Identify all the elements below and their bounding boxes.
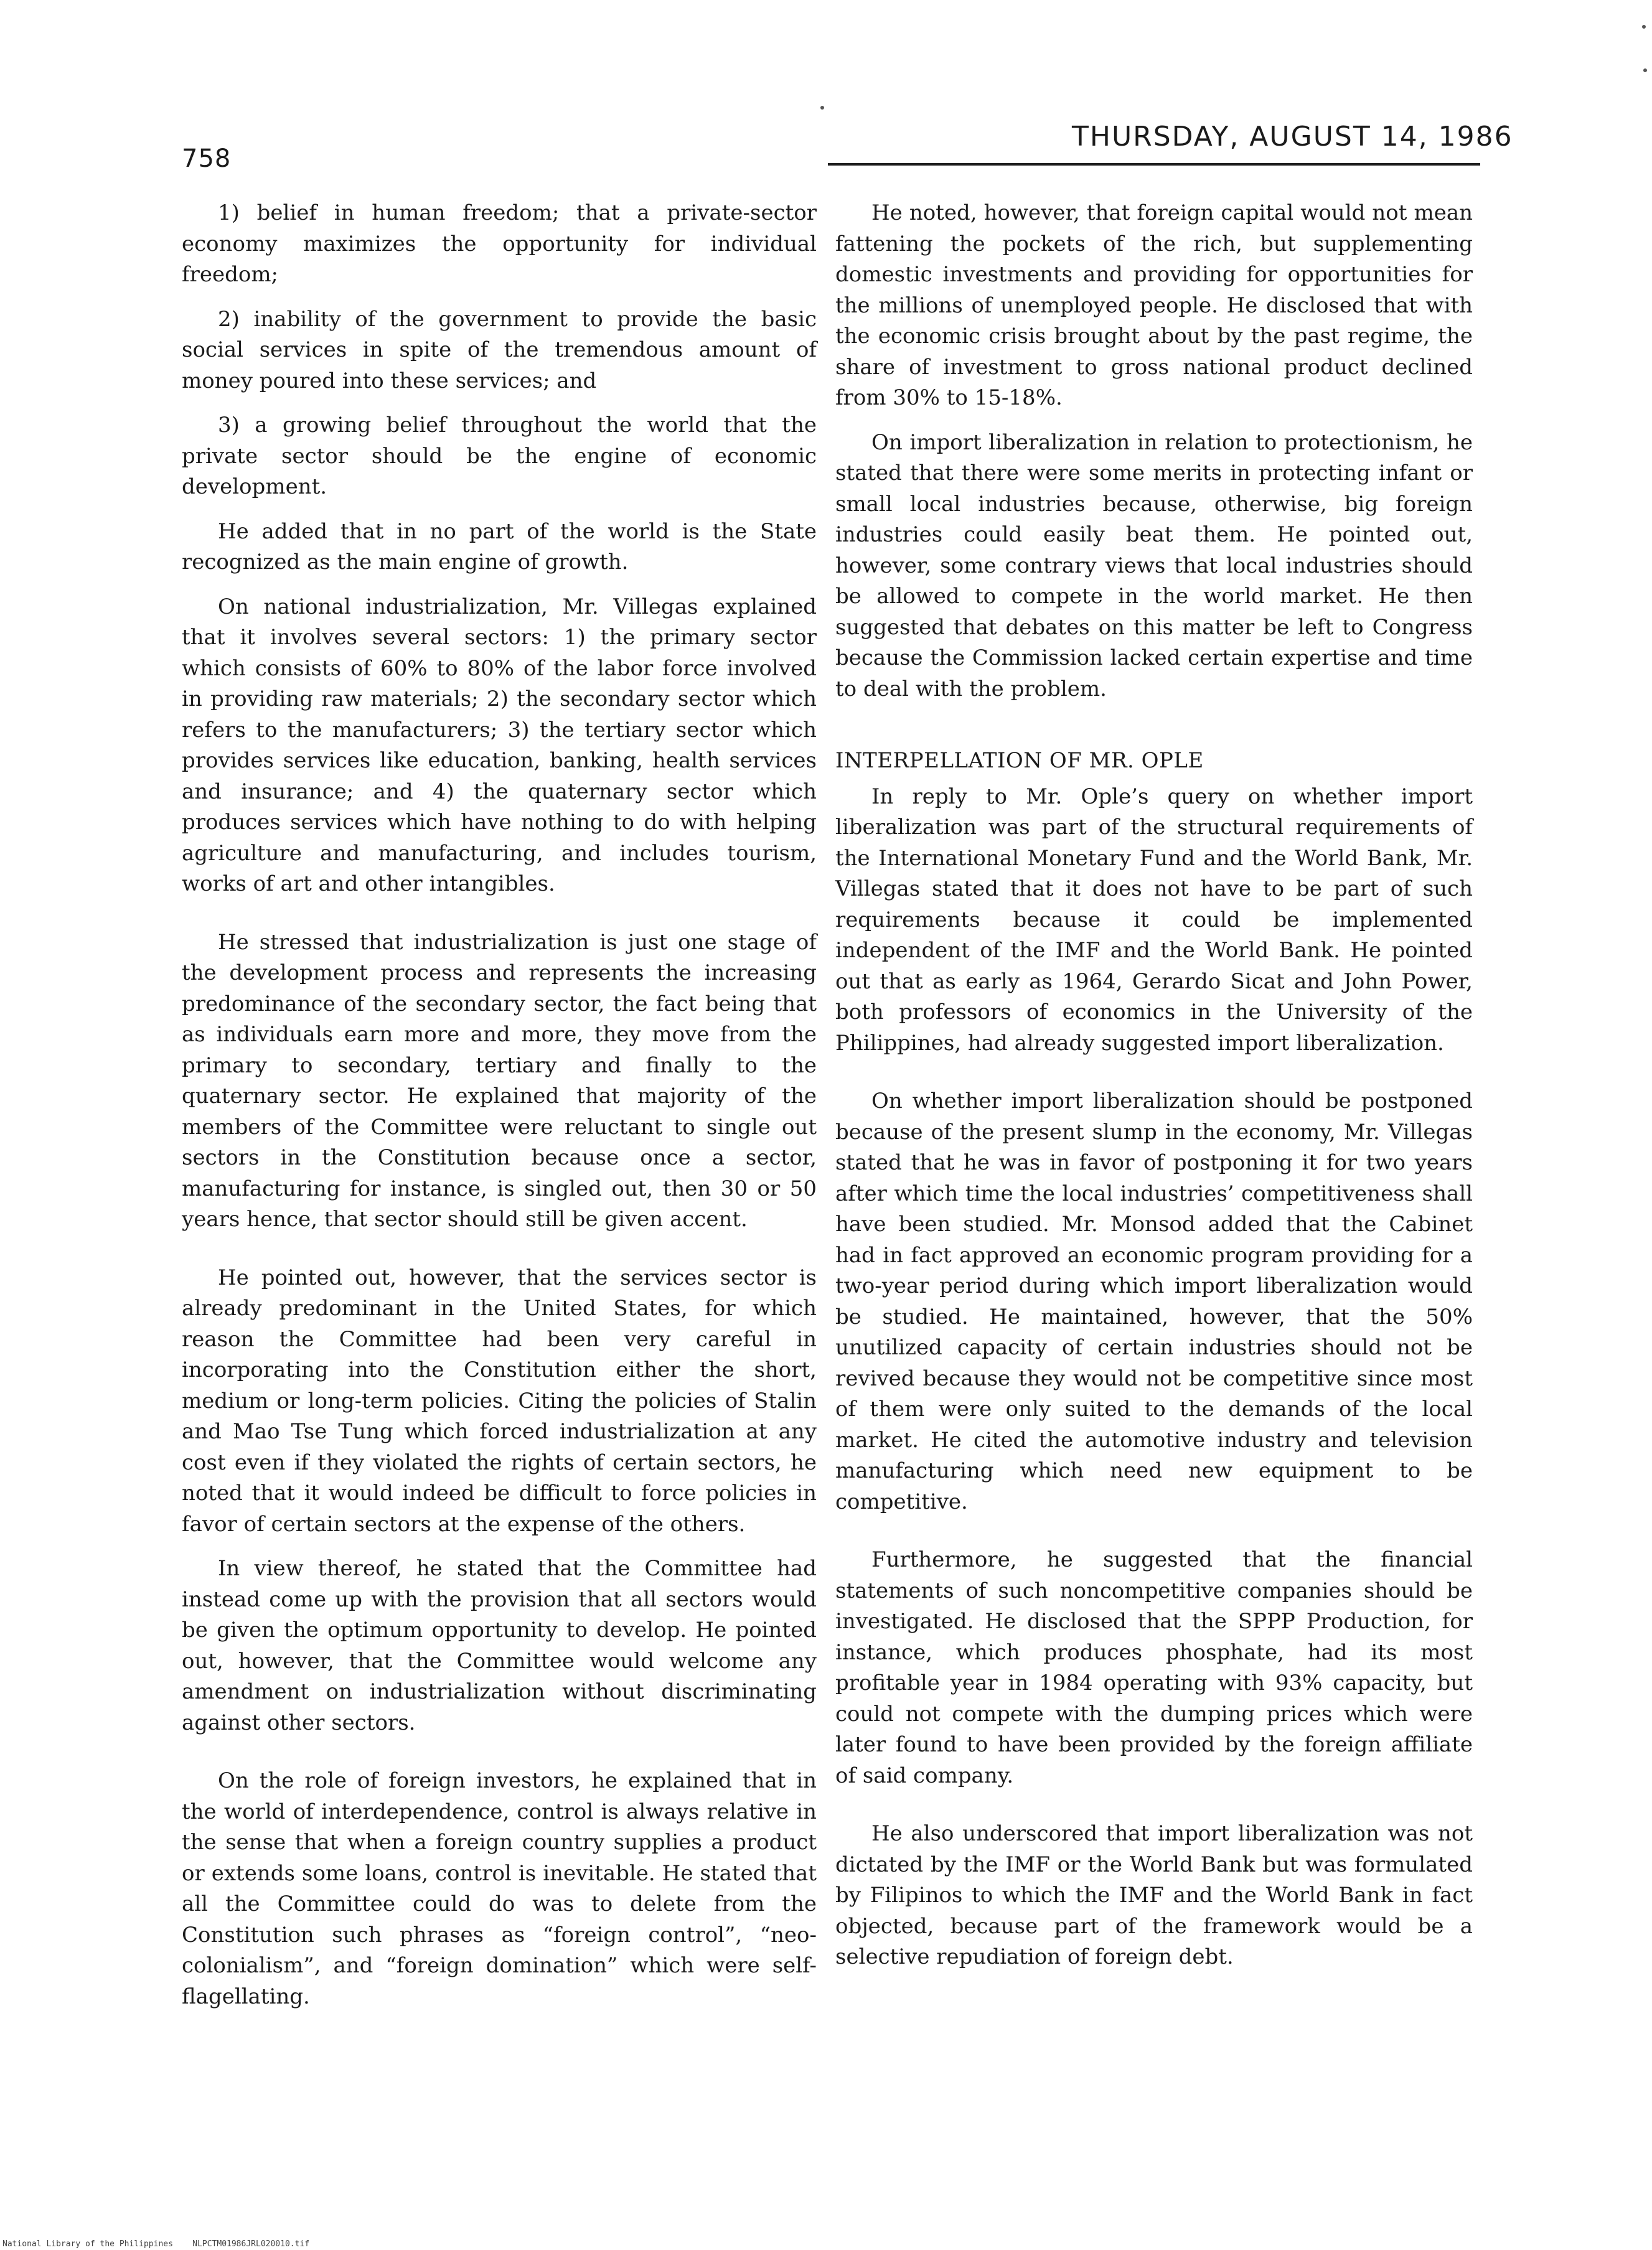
paragraph: 1) belief in human freedom; that a private-sector economy maximizes the opportunity for individual freedom;: [182, 200, 817, 287]
paragraph: On the role of foreign investors, he explained that in the world of interdependence, control is always relative in the sense that when a foreign country supplies a product or extends some loans, control is inevitable. He stated that all the Committee could do was to delete from the Constitution such phrases as “foreign control”, “neo-colonialism”, and “foreign domination” which were self-flagellating.: [182, 1768, 817, 2009]
paragraph: He pointed out, however, that the services sector is already predominant in the United States, for which reason the Committee had been very careful in incorporating into the Constitution either the short, medium or long-term policies. Citing the policies of Stalin and Mao Tse Tung which forced industrialization at any cost even if they violated the rights of certain sectors, he noted that it would indeed be difficult to force policies in favor of certain sectors at the expense of the others.: [182, 1265, 817, 1537]
paragraph: 2) inability of the government to provide the basic social services in spite of the tremendous amount of money poured into these services; and: [182, 306, 817, 393]
header-rule: [828, 163, 1480, 166]
section-heading: INTERPELLATION OF MR. OPLE: [835, 748, 1204, 773]
paragraph: Furthermore, he suggested that the financial statements of such noncompetitive companies should be investigated. He disclosed that the SPPP Production, for instance, which produces phosphate, had its most profitable year in 1984 operating with 93% capacity, but could not compete with the dumping prices which were later found to have been provided by the foreign affiliate of said company.: [835, 1547, 1473, 1788]
left-column: [182, 198, 817, 2026]
running-header-date: THURSDAY, AUGUST 14, 1986: [1072, 121, 1513, 152]
scan-speck: [820, 106, 824, 110]
paragraph: On whether import liberalization should be postponed because of the present slump in the economy, Mr. Villegas stated that he was in favor of postponing it for two years after which time the local industries’ competitiveness shall have been studied. Mr. Monsod added that the Cabinet had in fact approved an economic program providing for a two-year period during which import liberalization would be studied. He maintained, however, that the 50% unutilized capacity of certain industries should not be revived because they would not be competitive since most of them were only suited to the demands of the local market. He cited the automotive industry and television manufacturing which need new equipment to be competitive.: [835, 1089, 1473, 1514]
scan-speck: [1643, 68, 1647, 72]
paragraph: In view thereof, he stated that the Committee had instead come up with the provision that all sectors would be given the optimum opportunity to develop. He pointed out, however, that the Committee would welcome any amendment on industrialization without discriminating against other sectors.: [182, 1556, 817, 1735]
paragraph: In reply to Mr. Ople’s query on whether import liberalization was part of the structural requirements of the International Monetary Fund and the World Bank, Mr. Villegas stated that it does not have to be part of such requirements because it could be implemented independent of the IMF and the World Bank. He pointed out that as early as 1964, Gerardo Sicat and John Power, both professors of economics in the University of the Philippines, had already suggested import liberalization.: [835, 784, 1473, 1056]
scan-credit-footer: National Library of the Philippines NLPCTM01986JRL020010.tif: [2, 2239, 310, 2249]
right-column: [835, 198, 1473, 1987]
scan-speck: [1642, 25, 1646, 29]
paragraph: He stressed that industrialization is just one stage of the development process and represents the increasing predominance of the secondary sector, the fact being that as individuals earn more and more, they move from the primary to secondary, tertiary and finally to the quaternary sector. He explained that majority of the members of the Committee were reluctant to single out sectors in the Constitution because once a sector, manufacturing for instance, is singled out, then 30 or 50 years hence, that sector should still be given accent.: [182, 929, 817, 1232]
paragraph: On national industrialization, Mr. Villegas explained that it involves several sectors: 1) the primary sector which consists of 60% to 80% of the labor force involved in providing raw materials; 2) the secondary sector which refers to the manufacturers; 3) the tertiary sector which provides services like education, banking, health services and insurance; and 4) the quaternary sector which produces services which have nothing to do with helping agriculture and manufacturing, and includes tourism, works of art and other intangibles.: [182, 594, 817, 896]
paragraph: 3) a growing belief throughout the world that the private sector should be the engine of economic development.: [182, 413, 817, 499]
paragraph: He also underscored that import liberalization was not dictated by the IMF or the World Bank but was formulated by Filipinos to which the IMF and the World Bank in fact objected, because part of the framework would be a selective repudiation of foreign debt.: [835, 1821, 1473, 1969]
paragraph: He added that in no part of the world is the State recognized as the main engine of growth.: [182, 518, 817, 574]
page-number: 758: [182, 144, 232, 173]
paragraph: He noted, however, that foreign capital would not mean fattening the pockets of the rich, but supplementing domestic investments and providing for opportunities for the millions of unemployed people. He disclosed that with the economic crisis brought about by the past regime, the share of investment to gross national product declined from 30% to 15-18%.: [835, 200, 1473, 410]
paragraph: On import liberalization in relation to protectionism, he stated that there were some merits in protecting infant or small local industries because, otherwise, big foreign industries could easily beat them. He pointed out, however, some contrary views that local industries should be allowed to compete in the world market. He then suggested that debates on this matter be left to Congress because the Commission lacked certain expertise and time to deal with the problem.: [835, 429, 1473, 701]
